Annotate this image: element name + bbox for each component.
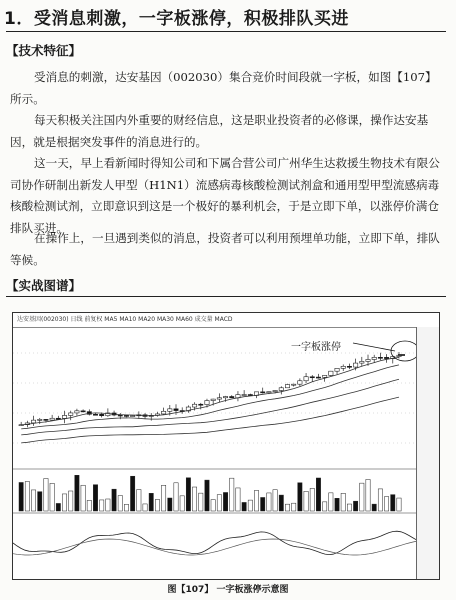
volume-bar bbox=[217, 495, 221, 511]
volume-bar bbox=[137, 490, 141, 511]
volume-bar bbox=[384, 497, 388, 511]
moving-average-line bbox=[21, 397, 399, 443]
candle bbox=[174, 409, 178, 411]
volume-bar bbox=[180, 496, 184, 511]
moving-average-line bbox=[21, 379, 399, 435]
candle bbox=[81, 411, 85, 412]
annotation-circle bbox=[391, 341, 419, 361]
paragraph-1: 受消息的刺激，达安基因（002030）集合竞价时间段就一字板，如图【107】所示。 bbox=[10, 70, 437, 106]
volume-bar bbox=[118, 496, 122, 511]
volume-bar bbox=[112, 489, 116, 511]
section-rule bbox=[6, 296, 446, 297]
volume-bar bbox=[298, 483, 302, 511]
volume-bar bbox=[360, 483, 364, 511]
volume-bar bbox=[149, 493, 153, 511]
candle bbox=[372, 357, 376, 359]
paragraph-4: 在操作上，一旦遇到类似的消息，投资者可以利用预埋单功能，立即下单，排队等候。 bbox=[10, 231, 440, 267]
indicator-line bbox=[13, 539, 417, 555]
candle bbox=[100, 414, 104, 415]
volume-bar bbox=[130, 476, 134, 511]
candle bbox=[316, 377, 320, 378]
candle bbox=[50, 418, 54, 420]
candle bbox=[310, 377, 314, 378]
candle bbox=[248, 395, 252, 396]
candle bbox=[69, 413, 73, 416]
volume-bar bbox=[335, 498, 339, 511]
candle bbox=[378, 357, 382, 358]
volume-bar bbox=[322, 502, 326, 511]
volume-bar bbox=[211, 500, 215, 511]
volume-bar bbox=[372, 504, 376, 511]
chart-canvas bbox=[13, 313, 439, 579]
moving-average-line bbox=[21, 365, 399, 429]
candle bbox=[38, 419, 42, 420]
volume-bar bbox=[391, 495, 395, 511]
candle bbox=[261, 392, 265, 393]
candle bbox=[161, 411, 165, 414]
volume-bar bbox=[186, 478, 190, 511]
page-title: 1．受消息刺激，一字板涨停，积极排队买进 bbox=[4, 9, 349, 29]
volume-bar bbox=[285, 504, 289, 511]
volume-bar bbox=[38, 492, 42, 511]
volume-bar bbox=[81, 485, 85, 511]
candle bbox=[130, 416, 134, 417]
candle bbox=[217, 398, 221, 399]
volume-bar bbox=[205, 480, 209, 511]
volume-bar bbox=[341, 493, 345, 511]
stock-chart bbox=[12, 312, 440, 580]
volume-bar bbox=[62, 494, 66, 511]
candle bbox=[353, 363, 357, 367]
volume-bar bbox=[310, 488, 314, 511]
volume-bar bbox=[248, 500, 252, 511]
candle bbox=[341, 366, 345, 368]
volume-bar bbox=[50, 483, 54, 511]
volume-bar bbox=[304, 491, 308, 511]
volume-bar bbox=[267, 493, 271, 511]
volume-bar bbox=[19, 482, 23, 511]
volume-bar bbox=[236, 488, 240, 511]
title-rule bbox=[6, 31, 446, 32]
paragraph-3: 这一天，早上看新闻时得知公司和下属合营公司广州华生达救援生物技术有限公司协作研制出新发人甲型（H1N1）流感病毒核酸检测试剂盒和通用型甲型流感病毒核酸检测试剂，立即意识到这是一个极好的暴利机会，于是立即下单，以涨停价满仓排队买进。 bbox=[10, 156, 440, 235]
volume-bar bbox=[242, 502, 246, 511]
candle bbox=[273, 390, 277, 391]
volume-bar bbox=[174, 483, 178, 511]
volume-bar bbox=[353, 501, 357, 511]
volume-bar bbox=[292, 503, 296, 511]
section-technical-features: 【技术特征】 bbox=[6, 43, 82, 58]
volume-bar bbox=[143, 504, 147, 511]
candle bbox=[322, 375, 326, 377]
volume-bar bbox=[397, 498, 401, 511]
volume-bar bbox=[155, 499, 159, 511]
volume-bar bbox=[69, 491, 73, 511]
volume-bar bbox=[378, 489, 382, 511]
volume-bar bbox=[199, 493, 203, 511]
candle bbox=[360, 361, 364, 363]
volume-bar bbox=[87, 500, 91, 511]
chart-header: 达安基因(002030) 日线 前复权 MA5 MA10 MA20 MA30 MA60 成交量 MACD bbox=[13, 313, 439, 328]
candle bbox=[118, 415, 122, 416]
volume-bar bbox=[223, 492, 227, 511]
volume-bar bbox=[192, 487, 196, 511]
chart-right-panel bbox=[416, 327, 439, 579]
candle bbox=[279, 388, 283, 391]
volume-bar bbox=[31, 490, 35, 511]
volume-bar bbox=[366, 479, 370, 511]
candle bbox=[335, 368, 339, 371]
candle bbox=[44, 419, 48, 420]
candle bbox=[199, 404, 203, 405]
volume-bar bbox=[25, 482, 29, 511]
volume-bar bbox=[93, 485, 97, 511]
volume-bar bbox=[106, 499, 110, 511]
candle bbox=[192, 404, 196, 407]
candle bbox=[223, 397, 227, 398]
volume-bar bbox=[279, 495, 283, 511]
volume-bar bbox=[124, 504, 128, 511]
annotation-arrow bbox=[353, 343, 395, 351]
volume-bar bbox=[56, 503, 60, 511]
candle bbox=[285, 385, 289, 388]
volume-bar bbox=[254, 490, 258, 511]
volume-bar bbox=[316, 478, 320, 511]
candle bbox=[298, 381, 302, 384]
candle bbox=[230, 397, 234, 398]
candle bbox=[347, 366, 351, 367]
volume-bar bbox=[273, 490, 277, 511]
volume-bar bbox=[75, 475, 79, 511]
candle bbox=[242, 395, 246, 396]
volume-bar bbox=[44, 479, 48, 511]
volume-bar bbox=[261, 497, 265, 511]
candle bbox=[304, 377, 308, 381]
candle bbox=[124, 415, 128, 416]
candle bbox=[93, 414, 97, 415]
candle bbox=[31, 420, 35, 423]
volume-bar bbox=[230, 478, 234, 511]
candle bbox=[267, 392, 271, 393]
indicator-line bbox=[13, 531, 417, 554]
figure-caption: 图【107】 一字板涨停示意图 bbox=[167, 585, 289, 595]
volume-bar bbox=[161, 485, 165, 511]
limit-up-annotation: 一字板涨停 bbox=[291, 342, 341, 353]
candle bbox=[168, 409, 172, 411]
candle bbox=[366, 359, 370, 361]
candle bbox=[62, 415, 66, 418]
volume-bar bbox=[100, 500, 104, 511]
candle bbox=[292, 384, 296, 385]
paragraph-2: 每天积极关注国内外重要的财经信息，这是职业投资者的必修课，操作达安基因，就是根据突发事件的消息进行的。 bbox=[10, 113, 429, 149]
candle bbox=[211, 399, 215, 400]
candle bbox=[384, 357, 388, 358]
volume-bar bbox=[168, 498, 172, 511]
section-chart: 【实战图谱】 bbox=[6, 278, 82, 293]
candle bbox=[205, 401, 209, 405]
candle bbox=[329, 371, 333, 375]
volume-bar bbox=[347, 504, 351, 511]
candle bbox=[75, 411, 79, 413]
volume-bar bbox=[329, 493, 333, 511]
